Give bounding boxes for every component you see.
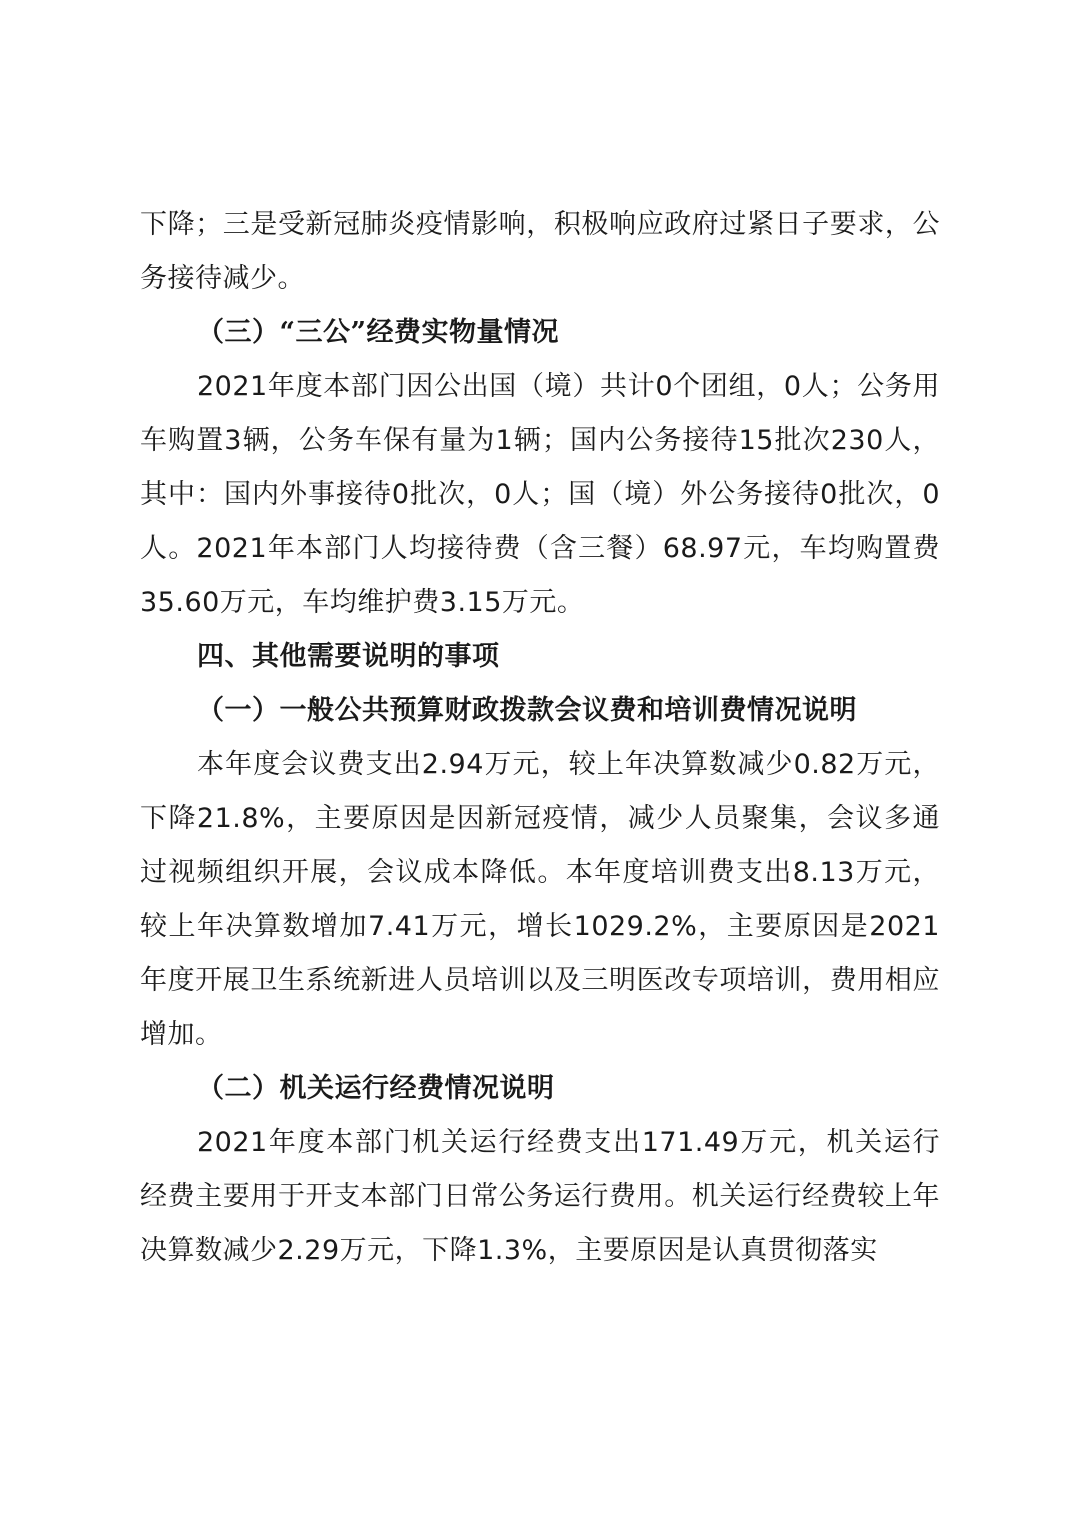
- subheading-operating-costs: （二）机关运行经费情况说明: [197, 1073, 555, 1104]
- paragraph-meeting-training: 本年度会议费支出2.94万元，较上年决算数减少0.82万元，下降21.8%，主要原因是因新冠疫情，减少人员聚集，会议多通过视频组织开展，会议成本降低。本年度培训费支出8.13万元，较上年决算数增加7.41万元，增长1029.2%，主要原因是2021年度开展卫生系统新进人员培训以及三明医改专项培训，费用相应增加。: [140, 749, 940, 1050]
- subheading-meeting-training: （一）一般公共预算财政拨款会议费和培训费情况说明: [197, 695, 857, 726]
- subheading-three-public-quantity: （三）“三公”经费实物量情况: [197, 317, 560, 348]
- paragraph-operating-costs: 2021年度本部门机关运行经费支出171.49万元，机关运行经费主要用于开支本部门日常公务运行费用。机关运行经费较上年决算数减少2.29万元，下降1.3%，主要原因是认真贯彻落实: [140, 1127, 940, 1266]
- section-heading-other-matters: 四、其他需要说明的事项: [197, 641, 500, 672]
- paragraph-quantity: 2021年度本部门因公出国（境）共计0个团组，0人；公务用车购置3辆，公务车保有量为1辆；国内公务接待15批次230人，其中：国内外事接待0批次，0人；国（境）外公务接待0批次，0人。2021年本部门人均接待费（含三餐）68.97元，车均购置费35.60万元，车均维护费3.15万元。: [140, 371, 940, 618]
- paragraph-continued: 下降；三是受新冠肺炎疫情影响，积极响应政府过紧日子要求，公务接待减少。: [140, 209, 940, 294]
- document-body: [140, 198, 940, 1278]
